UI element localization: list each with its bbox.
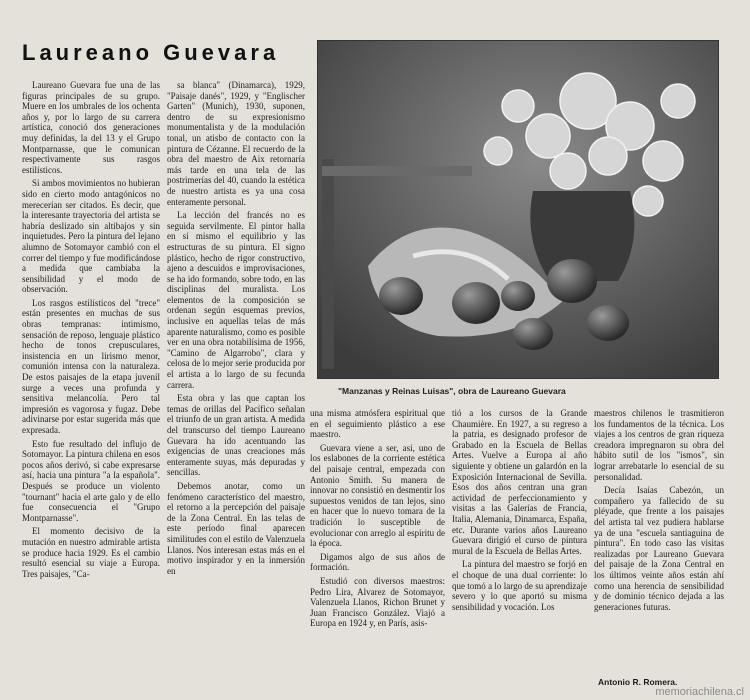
article-title: Laureano Guevara: [22, 40, 280, 65]
article-paragraph: Esta obra y las que captan los temas de orillas del Pacífico señalan el triunfo de un gran artista. A medida del transcurso del tiempo Laureano Guevara ha ido acentuando las exigencias de unas creaciones más enteramente suyas, más depuradas y sencillas.: [167, 393, 305, 478]
article-paragraph: Estudió con diversos maestros: Pedro Lira, Alvarez de Sotomayor, Valenzuela Llanos, Richon Brunet y Juan Francisco González. Viajó a Europa en 1924 y, en París, asis-: [310, 575, 445, 629]
article-paragraph: tió a los cursos de la Grande Chaumière. En 1927, a su regreso a la patria, es designado profesor de Grabado en la Escuela de Bellas Artes. Vuelve a Europa al año siguiente y obtiene un galardón en la Exposición Internacional de Sevilla. Esos dos años centran una gran actividad de perfeccionamiento y visitas a las Galerías de Francia, Italia, Alemania, Dinamarca, España, etc. Durante varios años Laureano Guevara dirigió el curso de pintura mural de la Escuela de Bellas Artes.: [452, 408, 587, 556]
author-signature: Antonio R. Romera.: [598, 677, 678, 687]
article-column-5: [594, 408, 724, 670]
article-paragraph: Esto fue resultado del influjo de Sotomayor. La pintura chilena en esos pocos años derivó, si cabe expresarse así, hacia una pintura "a la española". Después se produce un violento "tournant" hacia el arte galo y de ello fue consecuencia el "Grupo Montparnasse".: [22, 438, 160, 523]
article-paragraph: Guevara viene a ser, así, uno de los eslabones de la corriente estética del paisaje central, empezada con Antonio Smith. Su manera de innovar no consistió en desmentir los supuestos venidos de tan lejos, sino en hacer que lo nuevo tomara de la tradición lo susceptible de evolucionar con arreglo al espíritu de la época.: [310, 442, 445, 549]
article-paragraph: una misma atmósfera espiritual que en el seguimiento plástico a ese maestro.: [310, 408, 445, 440]
article-column-2: [167, 80, 305, 674]
article-paragraph: Decía Isaías Cabezón, un compañero ya fallecido de su pléyade, que frente a los paisajes del artista tal vez pudiera hablarse ya de una "escuela santiaguina de pintura". En todo caso las visitas realizadas por Laureano Guevara del paisaje de la Zona Central en los últimos veinte años están ahí como una herencia de sensibilidad y de dominio técnico dejada a las generaciones futuras.: [594, 485, 724, 612]
article-paragraph: La lección del francés no es seguida servilmente. El pintor halla en sí mismo el equilibrio y las estructuras de su pintura. El signo plástico, hecho de rigor constructivo, ajeno a descuidos e improvisaciones, se ha ido formando, sobre todo, en las disciplinas del muralista. Los elementos de la composición se ordenan según esquemas previos, inclusive en aquellas telas de más aparente naturalismo, como es posible ver en una obra notabilísima de 1956, "Camino de Algarrobo", clara y celosa de lo mejor serie producida por el artista a lo largo de su fecunda carrera.: [167, 210, 305, 390]
article-paragraph: sa blanca" (Dinamarca), 1929, "Paisaje danés", 1929, y "Englischer Garten" (Munich), 1930, suponen, dentro de su expresionismo monumentalista y de la modulación tonal, un atisbo de contacto con la pintura de Cézanne. El recuerdo de la obra del maestro de Aix retornaría más tarde en una tela de las postrimerías del 40, cuando la estética de nuestro artista es ya una cosa enteramente personal.: [167, 80, 305, 207]
article-paragraph: Debemos anotar, como un fenómeno característico del maestro, el retorno a la percepción del paisaje de la Zona Central. En las telas de este período final aparecen similitudes con el estilo de Valenzuela Llanos. Nos interesan estas más en el motivo inspirador y en la inmersión en: [167, 480, 305, 576]
watermark: memoriachilena.cl: [655, 686, 744, 698]
painting-photo: [317, 40, 719, 379]
article-paragraph: Si ambos movimientos no hubieran sido en cierto modo antagónicos no merecerían ser citados. Es decir, que la interesante trayectoria del artista se habría deslizado sin altibajos y sin inquietudes. Pero la pintura del lejano alumno de Sotomayor cambió con el correr del tiempo y fue modificándose a medida que cambiaba la sensibilidad y el modo de observación.: [22, 178, 160, 295]
article-column-3: [310, 408, 445, 672]
article-column-1: [22, 80, 160, 672]
article-paragraph: Laureano Guevara fue una de las figuras principales de su grupo. Muere en los umbrales de los ochenta años y, por lo largo de su carrera artística, conoció dos generaciones muy definidas, la del 13 y el Grupo Montparnasse, que le comunican respectivamente sus rasgos estilísticos.: [22, 80, 160, 175]
article-paragraph: Digamos algo de sus años de formación.: [310, 551, 445, 573]
article-paragraph: maestros chilenos le trasmitieron los fundamentos de la técnica. Los viajes a los centros de gran riqueza creadora impregnaron su obra del hábito sutil de los "ismos", sin lograr arrebatarle lo esencial de su personalidad.: [594, 408, 724, 482]
article-paragraph: El momento decisivo de la mutación en nuestro admirable artista se produce hacia 1929. Es el cambio resultó esencial su viaje a Europa. Tres paisajes, "Ca-: [22, 526, 160, 579]
photo-caption: "Manzanas y Reinas Luisas", obra de Laureano Guevara: [338, 386, 566, 396]
article-column-4: [452, 408, 587, 672]
article-paragraph: Los rasgos estilísticos del "trece" están presentes en muchas de sus obras tempranas: intimismo, sensación de reposo, lenguaje plástico hecho de tonos crepusculares, insistencia en un lirismo menor, comunión intensa con la naturaleza. De estos paisajes de la etapa juvenil surge a veces una profunda y sensitiva melancolía. Pero tal impresión es vagorosa y fugaz. Debe adivinarse por estar sugerida más que expresada.: [22, 297, 160, 435]
article-paragraph: La pintura del maestro se forjó en el choque de una dual corriente: lo que tomó a lo largo de su aprendizaje severo y lo que aportó su misma sensibilidad y vocación. Los: [452, 559, 587, 612]
